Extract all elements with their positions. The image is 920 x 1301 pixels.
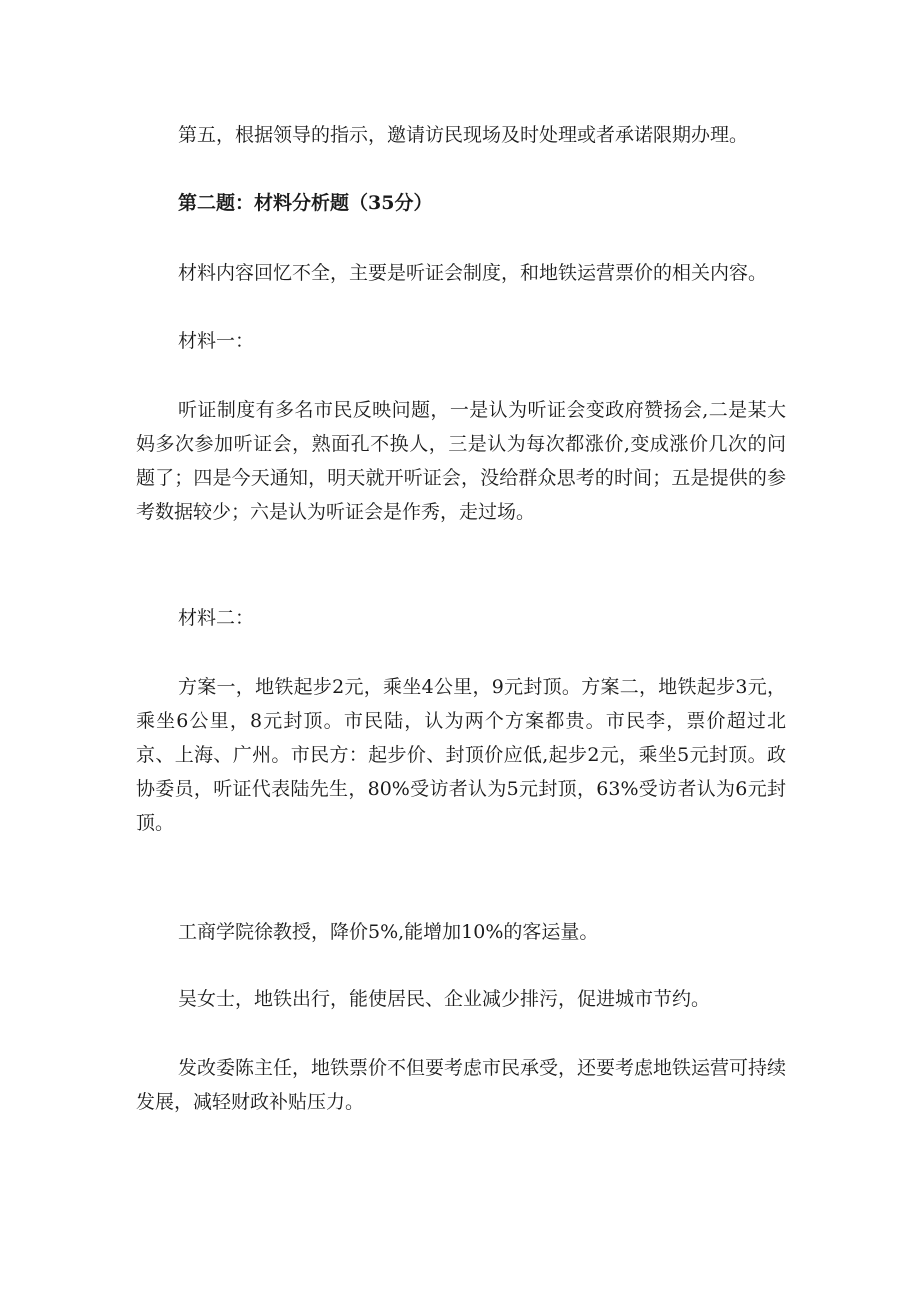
paragraph-material-intro: 材料内容回忆不全，主要是听证会制度，和地铁运营票价的相关内容。 — [178, 262, 768, 284]
paragraph-director-chen: 发改委陈主任，地铁票价不但要考虑市民承受，还要考虑地铁运营可持续发展，减轻财政补贴压力。 — [136, 1057, 787, 1113]
section-heading-question-two: 第二题：材料分析题（35分） — [178, 192, 433, 214]
paragraph-material-two-plans: 方案一，地铁起步2元，乘坐4公里，9元封顶。方案二，地铁起步3元，乘坐6公里，8元封顶。市民陆，认为两个方案都贵。市民李，票价超过北京、上海、广州。市民方：起步价、封顶价应低,起步2元，乘坐5元封顶。政协委员，听证代表陆先生，80%受访者认为5元封顶，63%受访者认为6元封顶。 — [136, 676, 786, 834]
material-one-label: 材料一： — [178, 330, 255, 352]
paragraph-professor-xu: 工商学院徐教授，降价5%,能增加10%的客运量。 — [178, 921, 599, 943]
paragraph-material-one: 听证制度有多名市民反映问题，一是认为听证会变政府赞扬会,二是某大妈多次参加听证会，熟面孔不换人，三是认为每次都涨价,变成涨价几次的问题了；四是今天通知，明天就开听证会，没给群众思考的时间；五是提供的参考数据较少；六是认为听证会是作秀，走过场。 — [136, 399, 786, 523]
paragraph-fifth-step: 第五，根据领导的指示，邀请访民现场及时处理或者承诺限期办理。 — [178, 124, 749, 146]
material-two-label: 材料二： — [178, 607, 255, 629]
paragraph-ms-wu: 吴女士，地铁出行，能使居民、企业减少排污，促进城市节约。 — [178, 988, 711, 1010]
